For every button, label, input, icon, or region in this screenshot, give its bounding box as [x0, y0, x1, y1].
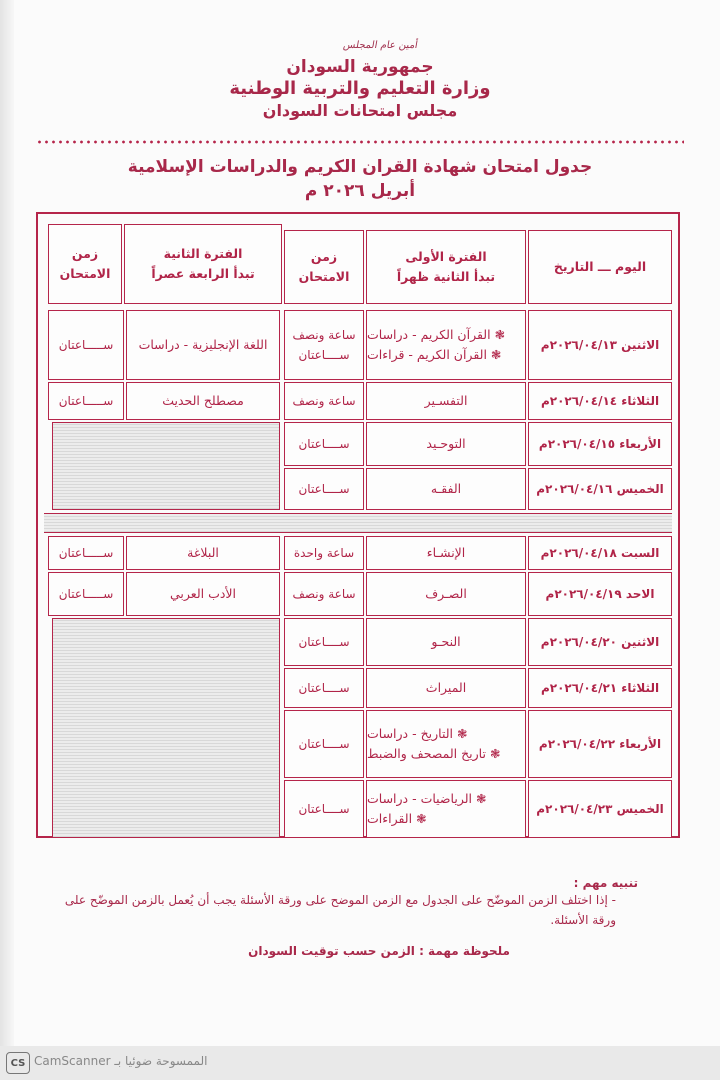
- row-date-text: السبت ٢٠٢٦/٠٤/١٨م: [540, 546, 660, 560]
- time2-label-top: زمن: [71, 246, 99, 261]
- schedule-row-period1-duration: [284, 422, 364, 466]
- schedule-row-date: [528, 382, 672, 420]
- period2-subject-text: الأدب العربي: [170, 586, 237, 601]
- document-title: [0, 155, 720, 203]
- empty-period2-block: [52, 422, 280, 510]
- period2-subject-text: مصطلح الحديث: [162, 393, 244, 408]
- schedule-row-period2-duration: [48, 310, 124, 380]
- period1-duration-text: ســــاعتان: [298, 437, 350, 451]
- schedule-row-period2-subject: [126, 310, 280, 380]
- title-date: أبريل ٢٠٢٦ م: [304, 181, 416, 201]
- weekend-break-band: [44, 513, 672, 533]
- period1-subject-text: ❃ القرآن الكريم - قراءات: [367, 347, 502, 362]
- period1-duration-text: ساعة ونصف: [292, 394, 356, 408]
- schedule-row-period1-duration: [284, 618, 364, 666]
- period2-duration-text: ســـــاعتان: [58, 546, 114, 560]
- period2-subject-text: اللغة الإنجليزية - دراسات: [138, 337, 268, 352]
- schedule-row-period1-duration: [284, 536, 364, 570]
- period1-subject-text: الصـرف: [425, 586, 467, 601]
- schedule-row-period1-duration: [284, 668, 364, 708]
- col-header-period2: [124, 224, 282, 304]
- header-council: مجلس امتحانات السودان: [262, 101, 458, 120]
- row-date-text: الاثنين ٢٠٢٦/٠٤/٢٠م: [540, 635, 660, 649]
- dotted-divider: [36, 139, 684, 145]
- period1-duration-text: ســــاعتان: [298, 802, 350, 816]
- header-country: جمهورية السودان: [286, 57, 434, 77]
- camscanner-logo-icon: CS: [6, 1052, 30, 1074]
- schedule-row-period1-subject: [366, 710, 526, 778]
- row-date-text: الأربعاء ٢٠٢٦/٠٤/١٥م: [538, 437, 662, 451]
- schedule-row-date: [528, 468, 672, 510]
- schedule-row-date: [528, 710, 672, 778]
- period2-duration-text: ســـــاعتان: [58, 587, 114, 601]
- schedule-row-date: [528, 780, 672, 838]
- col-header-period1: [366, 230, 526, 304]
- schedule-row-date: [528, 668, 672, 708]
- schedule-row-date: [528, 422, 672, 466]
- schedule-row-period1-subject: [366, 536, 526, 570]
- period1-subject-text: ❃ التاريخ - دراسات: [367, 726, 468, 741]
- schedule-row-date: [528, 310, 672, 380]
- period1-duration-text: ســــاعتان: [298, 482, 350, 496]
- notes-body: - إذا اختلف الزمن الموضّح على الجدول مع الزمن الموضح على ورقة الأسئلة يجب أن يُعمل بالزمن الموضّح على ورقة الأسئلة.: [64, 893, 616, 927]
- time1-label-top: زمن: [310, 249, 338, 264]
- schedule-row-period1-subject: [366, 668, 526, 708]
- period1-subject-text: التفسـير: [424, 393, 468, 408]
- period1-duration-text: ســــاعتان: [298, 348, 350, 362]
- period1-subject-text: التوحـيد: [426, 436, 466, 451]
- notes-section: [40, 876, 680, 958]
- period2-subject-text: البلاغة: [187, 545, 219, 560]
- empty-period2-block: [52, 618, 280, 838]
- period1-subject-text: ❃ القراءات: [367, 811, 427, 826]
- period1-duration-text: ساعة واحدة: [293, 546, 355, 560]
- exam-schedule-table: [36, 212, 680, 838]
- schedule-row-period1-subject: [366, 468, 526, 510]
- schedule-row-period1-subject: [366, 422, 526, 466]
- notes-heading: تنبيه مهم :: [573, 876, 638, 890]
- schedule-row-period2-duration: [48, 536, 124, 570]
- schedule-row-period1-duration: [284, 310, 364, 380]
- period1-title: الفترة الأولى: [405, 249, 487, 264]
- schedule-row-date: [528, 536, 672, 570]
- col-header-time2: [48, 224, 122, 304]
- row-date-text: الاحد ٢٠٢٦/٠٤/١٩م: [545, 587, 655, 601]
- row-date-text: الأربعاء ٢٠٢٦/٠٤/٢٢م: [538, 737, 662, 751]
- schedule-row-period1-duration: [284, 572, 364, 616]
- period1-duration-text: ساعة ونصف: [292, 587, 356, 601]
- period1-subject-text: النحـو: [431, 634, 461, 649]
- period1-subtitle: تبدأ الثانية ظهراً: [396, 269, 496, 284]
- title-main: جدول امتحان شهادة القران الكريم والدراسات الإسلامية: [127, 157, 593, 177]
- schedule-row-date: [528, 572, 672, 616]
- schedule-row-period1-duration: [284, 382, 364, 420]
- row-date-text: الخميس ٢٠٢٦/٠٤/١٦م: [536, 482, 664, 496]
- schedule-row-period2-subject: [126, 536, 280, 570]
- schedule-row-period2-subject: [126, 572, 280, 616]
- schedule-row-date: [528, 618, 672, 666]
- header-ministry: وزارة التعليم والتربية الوطنية: [229, 78, 491, 99]
- schedule-row-period1-subject: [366, 780, 526, 838]
- period2-title: الفترة الثانية: [163, 246, 243, 261]
- period1-subject-text: ❃ الرياضيات - دراسات: [367, 791, 487, 806]
- notes-footnote: ملحوظة مهمة : الزمن حسب توقيت السودان: [248, 944, 510, 958]
- row-date-text: الثلاثاء ٢٠٢٦/٠٤/١٤م: [540, 394, 660, 408]
- period1-subject-text: الإنشـاء: [426, 545, 466, 560]
- period1-duration-text: ســــاعتان: [298, 737, 350, 751]
- schedule-row-period2-duration: [48, 382, 124, 420]
- time2-label-bottom: الامتحان: [59, 266, 111, 281]
- period2-duration-text: ســـــاعتان: [58, 394, 114, 408]
- schedule-row-period2-subject: [126, 382, 280, 420]
- period1-duration-text: ســــاعتان: [298, 635, 350, 649]
- official-signature: أمين عام المجلس: [342, 40, 419, 51]
- schedule-row-period1-duration: [284, 468, 364, 510]
- camscanner-watermark-text: الممسوحة ضوئيا بـ CamScanner: [34, 1054, 208, 1068]
- col-header-date: [528, 230, 672, 304]
- row-date-text: الاثنين ٢٠٢٦/٠٤/١٣م: [540, 338, 660, 352]
- col-header-date-label: اليوم ـــ التاريخ: [553, 259, 647, 274]
- period1-subject-text: الفقـه: [430, 481, 462, 496]
- schedule-row-period1-duration: [284, 780, 364, 838]
- schedule-row-period2-duration: [48, 572, 124, 616]
- row-date-text: الخميس ٢٠٢٦/٠٤/٢٣م: [536, 802, 664, 816]
- row-date-text: الثلاثاء ٢٠٢٦/٠٤/٢١م: [540, 681, 660, 695]
- period1-subject-text: الميراث: [425, 680, 467, 695]
- period1-subject-text: ❃ القرآن الكريم - دراسات: [367, 327, 506, 342]
- schedule-row-period1-subject: [366, 310, 526, 380]
- schedule-row-period1-subject: [366, 382, 526, 420]
- period2-subtitle: تبدأ الرابعة عصراً: [151, 266, 255, 281]
- schedule-row-period1-subject: [366, 572, 526, 616]
- period2-duration-text: ســـــاعتان: [58, 338, 114, 352]
- schedule-row-period1-subject: [366, 618, 526, 666]
- period1-duration-text: ساعة ونصف: [292, 328, 356, 342]
- period1-duration-text: ســــاعتان: [298, 681, 350, 695]
- schedule-row-period1-duration: [284, 710, 364, 778]
- period1-subject-text: ❃ تاريخ المصحف والضبط: [367, 746, 501, 761]
- document-header: [0, 40, 720, 122]
- scanner-watermark-bar: [0, 1046, 720, 1080]
- col-header-time1: [284, 230, 364, 304]
- time1-label-bottom: الامتحان: [298, 269, 350, 284]
